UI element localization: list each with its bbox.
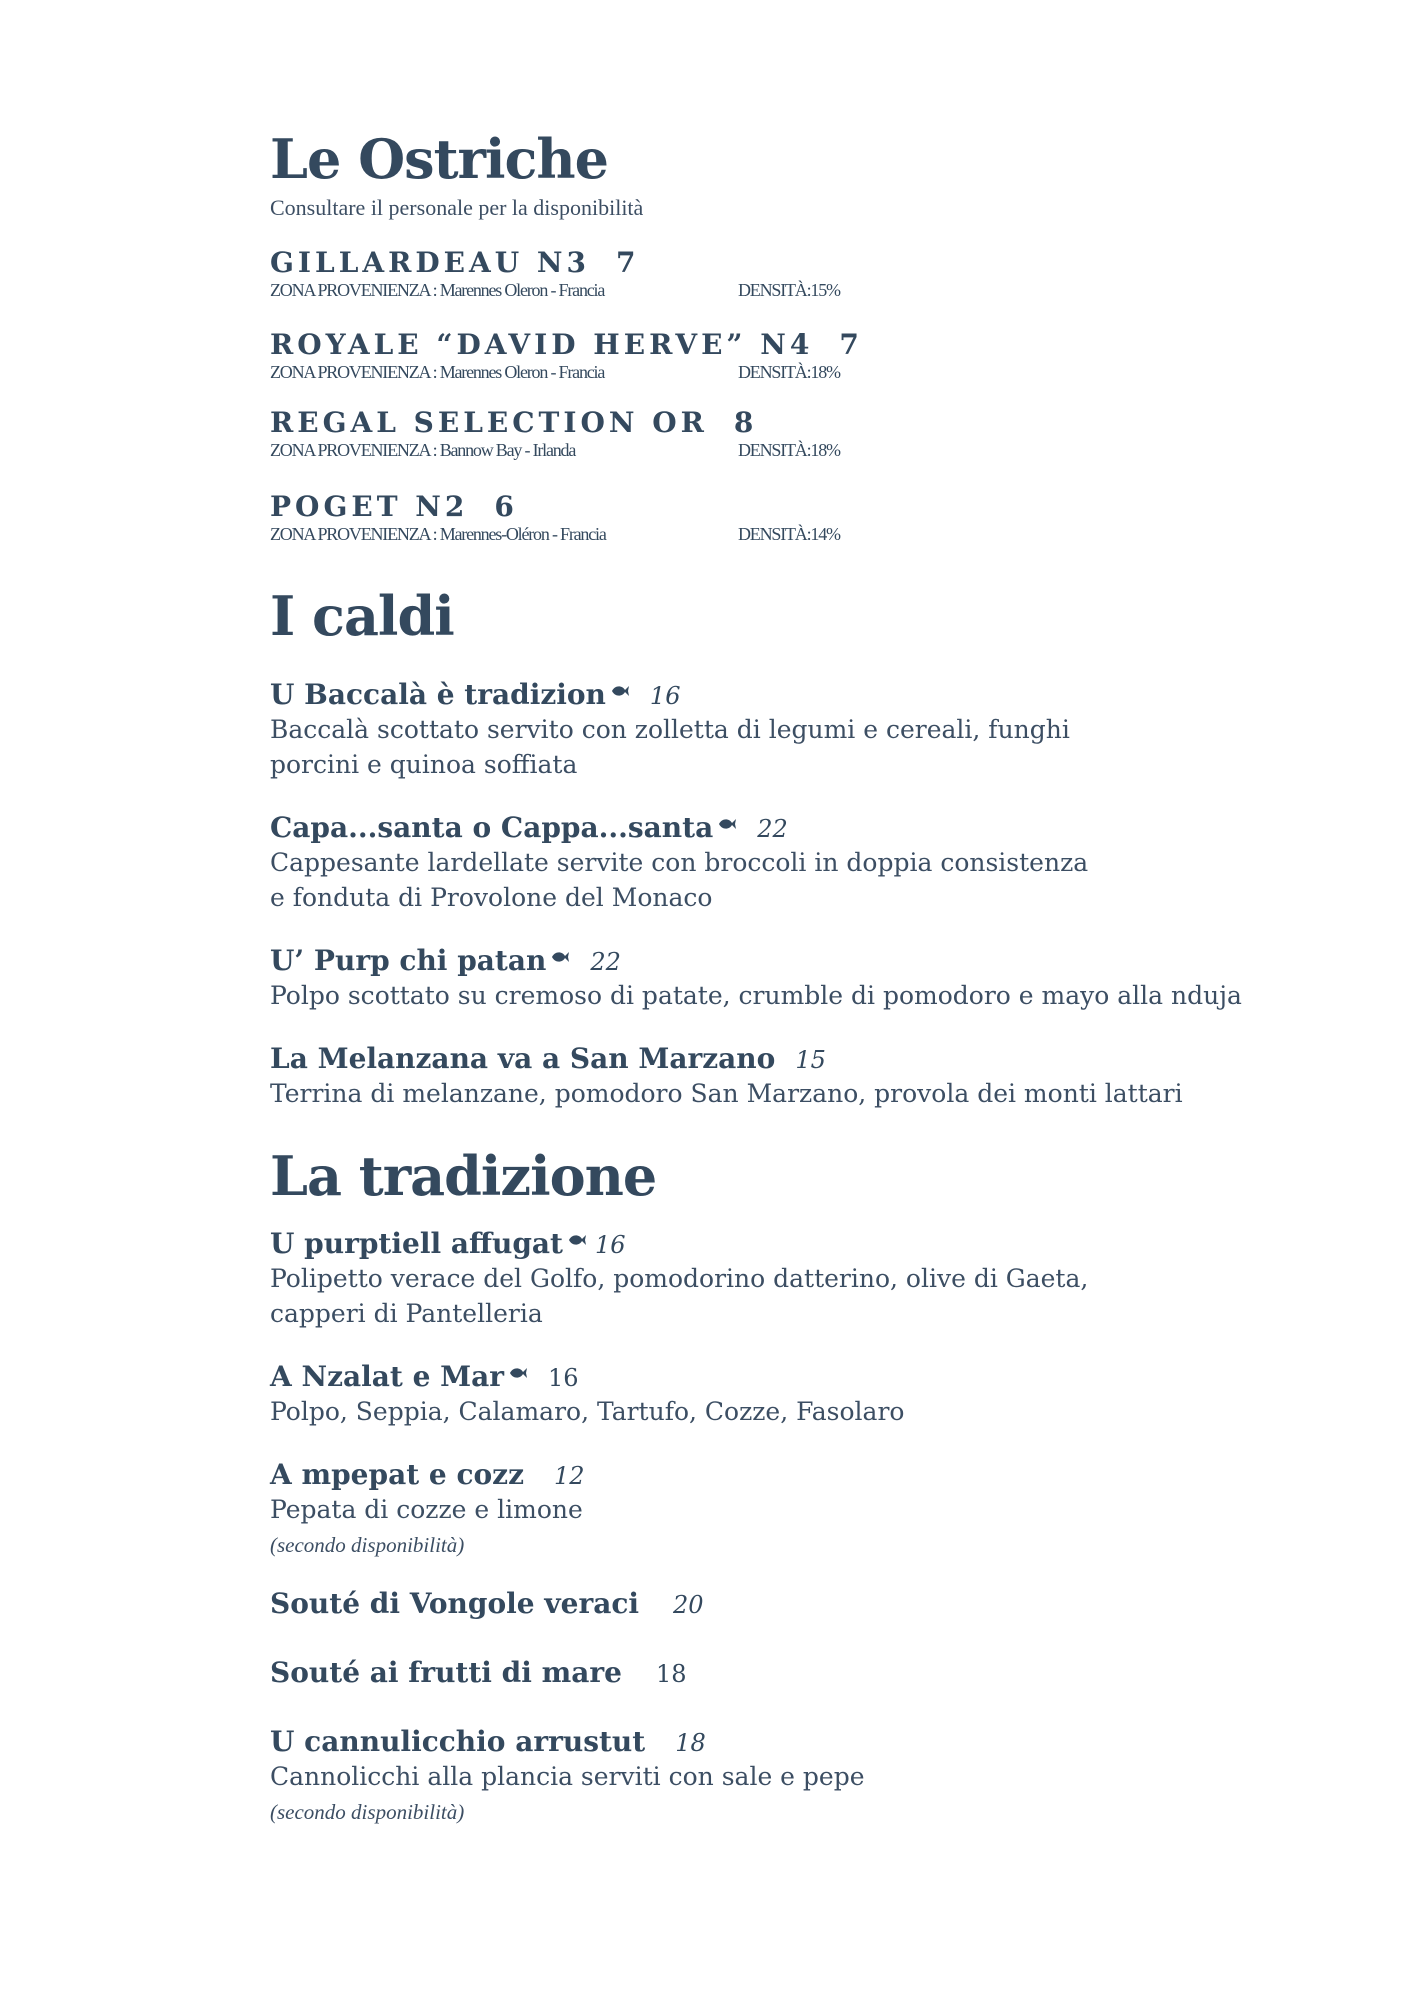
oyster-price: 7 — [839, 328, 859, 362]
dish-item — [270, 943, 1270, 1013]
dish-price: 16 — [594, 1231, 626, 1260]
oyster-item — [270, 247, 1270, 329]
section-title-tradizione: La tradizione — [270, 1143, 657, 1208]
fish-icon — [508, 1353, 528, 1367]
section-title-ostriche: Le Ostriche — [270, 127, 608, 191]
oyster-density: DENSITÀ:18% — [738, 439, 840, 460]
dish-item — [270, 1041, 1270, 1111]
oyster-item — [270, 329, 1270, 407]
dish-name: U’ Purp chi patan — [270, 943, 547, 977]
dish-item — [270, 1457, 1270, 1558]
oyster-price: 8 — [733, 406, 754, 440]
dish-price: 12 — [553, 1462, 585, 1491]
dish-item — [270, 1226, 1270, 1331]
fish-icon — [610, 671, 630, 685]
oyster-name: REGAL SELECTION OR — [270, 406, 708, 440]
menu-page — [270, 127, 1270, 1853]
dish-name: A mpepat e cozz — [270, 1458, 524, 1492]
oyster-origin: ZONA PROVENIENZA : Marennes Oleron - Francia — [270, 361, 605, 382]
dish-name: A Nzalat e Mar — [270, 1360, 505, 1394]
oyster-origin: ZONA PROVENIENZA : Marennes-Oléron - Francia — [270, 523, 606, 544]
dish-description: Cannolicchi alla plancia serviti con sale e pepe — [270, 1762, 865, 1792]
dish-name: Capa...santa o Cappa...santa — [270, 810, 714, 844]
oyster-density: DENSITÀ:18% — [738, 361, 840, 382]
oyster-item — [270, 407, 1270, 491]
section-caldi — [270, 584, 1270, 1110]
dish-name: Souté di Vongole veraci — [270, 1587, 640, 1621]
section-ostriche — [270, 127, 1270, 551]
dish-list-tradizione — [270, 1226, 1270, 1825]
dish-name: U cannulicchio arrustut — [270, 1725, 646, 1759]
oyster-name: GILLARDEAU N3 — [270, 246, 590, 280]
oyster-name: ROYALE “DAVID HERVE” N4 — [270, 328, 814, 362]
section-tradizione — [270, 1143, 1270, 1825]
dish-name: U Baccalà è tradizion — [270, 677, 606, 711]
dish-price: 15 — [795, 1045, 826, 1074]
dish-list-caldi — [270, 677, 1270, 1111]
oyster-name: POGET N2 — [270, 490, 469, 524]
dish-item — [270, 1359, 1270, 1429]
oyster-origin: ZONA PROVENIENZA : Bannow Bay - Irlanda — [270, 439, 576, 460]
dish-item — [270, 1724, 1270, 1825]
dish-description: Baccalà scottato servito con zolletta di legumi e cereali, funghi porcini e quinoa soffiata — [270, 714, 1070, 779]
dish-price: 20 — [673, 1591, 704, 1620]
dish-description: Polpo scottato su cremoso di patate, crumble di pomodoro e mayo alla nduja — [270, 980, 1242, 1010]
section-title-caldi: I caldi — [270, 584, 454, 649]
dish-name: U purptiell affugat — [270, 1227, 563, 1261]
dish-price: 16 — [649, 681, 681, 710]
dish-price: 22 — [757, 814, 788, 843]
oyster-price: 7 — [615, 246, 636, 280]
dish-item — [270, 677, 1270, 782]
oyster-item — [270, 491, 1270, 551]
fish-icon — [550, 937, 570, 951]
dish-name: La Melanzana va a San Marzano — [270, 1041, 776, 1075]
dish-description: Terrina di melanzane, pomodoro San Marzano, provola dei monti lattari — [270, 1078, 1183, 1108]
dish-price: 22 — [590, 947, 621, 976]
dish-price: 18 — [655, 1660, 687, 1689]
oyster-density: DENSITÀ:15% — [738, 279, 840, 300]
availability-note: (secondo disponibilità) — [270, 1800, 465, 1825]
dish-item — [270, 810, 1270, 915]
oyster-density: DENSITÀ:14% — [738, 523, 840, 544]
fish-icon — [717, 804, 737, 818]
dish-description: Cappesante lardellate servite con broccoli in doppia consistenza e fonduta di Provolone del Monaco — [270, 847, 1089, 912]
dish-name: Souté ai frutti di mare — [270, 1656, 622, 1690]
oyster-price: 6 — [494, 490, 514, 524]
dish-item — [270, 1655, 1270, 1690]
dish-item — [270, 1586, 1270, 1621]
dish-description: Pepata di cozze e limone — [270, 1495, 583, 1525]
dish-description: Polpo, Seppia, Calamaro, Tartufo, Cozze, Fasolaro — [270, 1397, 905, 1427]
availability-note: (secondo disponibilità) — [270, 1533, 465, 1558]
oyster-origin: ZONA PROVENIENZA : Marennes Oleron - Francia — [270, 279, 605, 300]
oyster-list — [270, 247, 1270, 551]
dish-price: 16 — [548, 1364, 579, 1393]
dish-description: Polipetto verace del Golfo, pomodorino datterino, olive di Gaeta, capperi di Pantelleria — [270, 1264, 1089, 1329]
fish-icon — [567, 1220, 587, 1234]
dish-price: 18 — [675, 1729, 706, 1758]
section-subtitle-ostriche: Consultare il personale per la disponibilità — [270, 195, 644, 221]
